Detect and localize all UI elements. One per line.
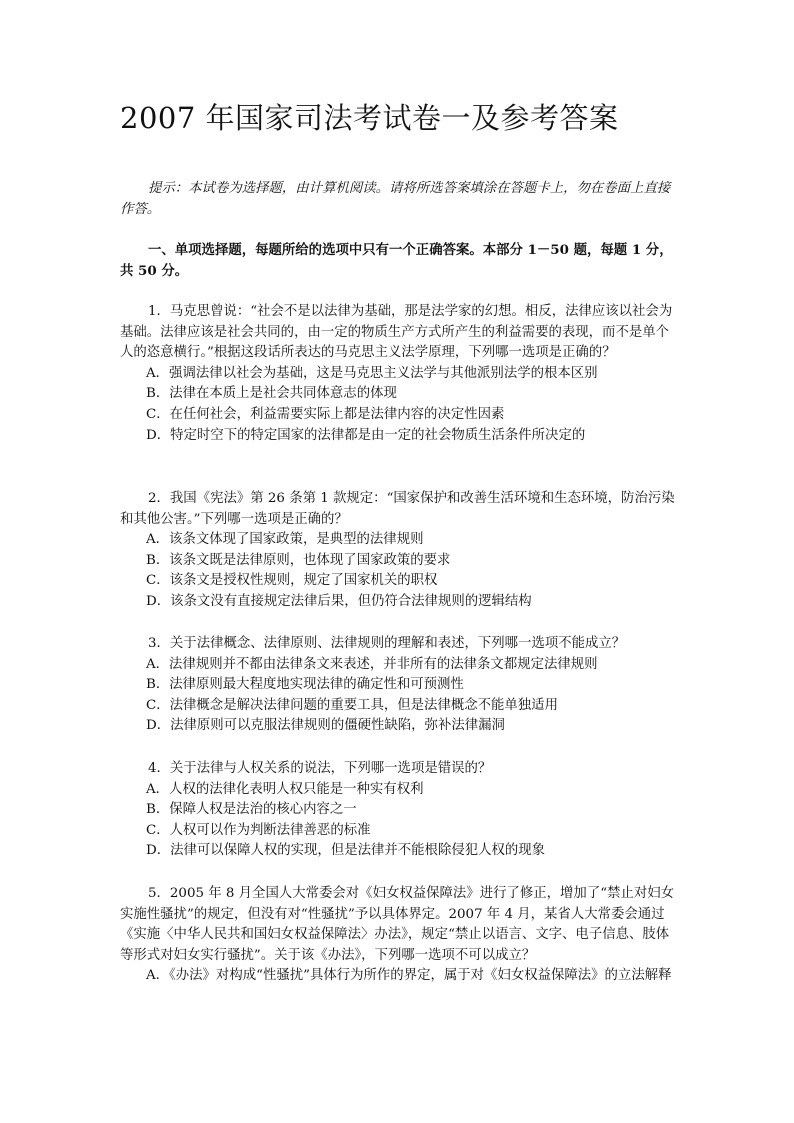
- question-1: [120, 302, 676, 446]
- option-c: C．人权可以作为判断法律善恶的标准: [146, 822, 371, 838]
- instruction-note: 提示：本试卷为选择题，由计算机阅读。请将所选答案填涂在答题卡上，勿在卷面上直接作答。: [120, 181, 671, 217]
- section-heading: 一、单项选择题，每题所给的选项中只有一个正确答案。本部分 1－50 题，每题 1 分，共 50 分。: [120, 242, 673, 279]
- option-b: B．法律原则最大程度地实现法律的确定性和可预测性: [146, 677, 464, 693]
- question-stem: 4．关于法律与人权关系的说法，下列哪一选项是错误的？: [148, 761, 492, 776]
- option-a: A．该条文体现了国家政策，是典型的法律规则: [146, 532, 424, 548]
- option-c: C．该条文是授权性规则，规定了国家机关的职权: [146, 573, 438, 589]
- page-title: 2007 年国家司法考试卷一及参考答案: [120, 101, 619, 135]
- option-a: A．人权的法律化表明人权只能是一种实有权利: [146, 781, 424, 797]
- question-stem: 3．关于法律概念、法律原则、法律规则的理解和表述，下列哪一选项不能成立？: [148, 636, 626, 651]
- option-b: B．该条文既是法律原则，也体现了国家政策的要求: [146, 552, 451, 568]
- question-stem: 5．2005 年 8 月全国人大常委会对《妇女权益保障法》进行了修正，增加了“禁止对妇女实施性骚扰”的规定，但没有对“性骚扰”予以具体界定。2007 年 4 月，某省人大常委会通过《实施〈中华人民共和国妇女权益保障法〉办法》，规定“禁止以语言、文字、电子信息、肢体等形式对妇女实行骚扰”。关于该《办法》，下列哪一选项不可以成立？: [120, 886, 675, 963]
- question-5: [120, 884, 676, 987]
- question-stem: 2．我国《宪法》第 26 条第 1 款规定：“国家保护和改善生活环境和生态环境，防治污染和其他公害。”下列哪一选项是正确的？: [120, 491, 675, 527]
- question-4: [120, 759, 676, 862]
- option-d: D．该条文没有直接规定法律后果，但仍符合法律规则的逻辑结构: [146, 593, 532, 609]
- option-d: D．法律原则可以克服法律规则的僵硬性缺陷，弥补法律漏洞: [146, 718, 505, 734]
- question-stem: 1．马克思曾说：“社会不是以法律为基础，那是法学家的幻想。相反，法律应该以社会为基础。法律应该是社会共同的，由一定的物质生产方式所产生的利益需要的表现，而不是单个人的恣意横行。”根据这段话所表达的马克思主义法学原理，下列哪一选项是正确的？: [120, 304, 673, 361]
- option-a: A．法律规则并不都由法律条文来表述，并非所有的法律条文都规定法律规则: [146, 656, 598, 672]
- option-d: D．特定时空下的特定国家的法律都是由一定的社会物质生活条件所决定的: [146, 427, 586, 443]
- option-a: A．强调法律以社会为基础，这是马克思主义法学与其他派别法学的根本区别: [146, 365, 598, 381]
- option-b: B．保障人权是法治的核心内容之一: [146, 802, 357, 818]
- question-3: [120, 634, 676, 737]
- question-2: [120, 489, 676, 613]
- option-c: C．法律概念是解决法律问题的重要工具，但是法律概念不能单独适用: [146, 697, 558, 713]
- option-d: D．法律可以保障人权的实现，但是法律并不能根除侵犯人权的现象: [146, 843, 546, 859]
- option-b: B．法律在本质上是社会共同体意志的体现: [146, 386, 397, 402]
- option-c: C．在任何社会，利益需要实际上都是法律内容的决定性因素: [146, 406, 505, 422]
- option-a: A．《办法》对构成“性骚扰”具体行为所作的界定，属于对《妇女权益保障法》的立法解释: [146, 968, 672, 984]
